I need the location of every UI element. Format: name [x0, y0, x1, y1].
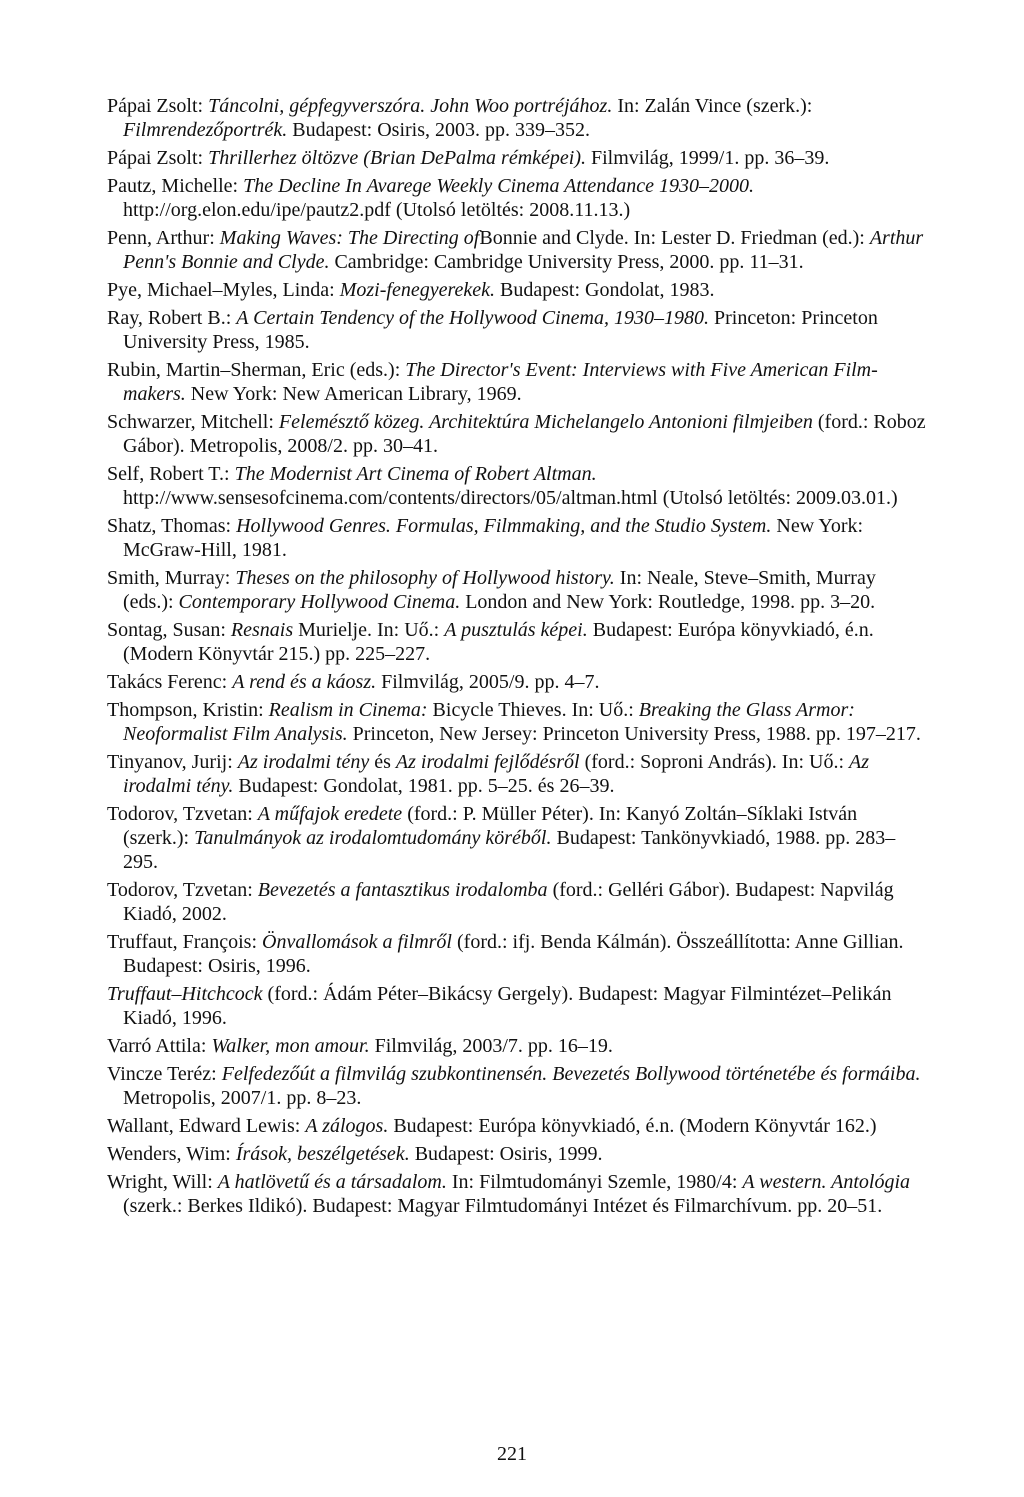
- entry-text: Ray, Robert B.:: [107, 307, 237, 329]
- entry-text: Smith, Murray:: [107, 567, 236, 589]
- entry-text: http://org.elon.edu/ipe/pautz2.pdf (Utolsó letöltés: 2008.11.13.): [123, 175, 760, 221]
- entry-text: In: Filmtudományi Szemle, 1980/4:: [446, 1171, 743, 1193]
- page-number: 221: [497, 1443, 527, 1465]
- entry-text: Budapest: Osiris, 1999.: [409, 1143, 603, 1165]
- entry-text: Budapest: Gondolat, 1983.: [495, 279, 715, 301]
- bibliography-entry: [107, 1170, 927, 1218]
- entry-text: Budapest: Osiris, 2003. pp. 339–352.: [287, 119, 591, 141]
- entry-text: Pye, Michael–Myles, Linda:: [107, 279, 340, 301]
- entry-title-italic: The Decline In Avarege Weekly Cinema Attendance 1930–2000.: [243, 175, 755, 197]
- entry-title-italic: Felfedezőút a filmvilág szubkontinensén. Bevezetés Bollywood történetébe és formáiba.: [221, 1063, 921, 1085]
- entry-text: Filmvilág, 2005/9. pp. 4–7.: [376, 671, 600, 693]
- entry-text: Shatz, Thomas:: [107, 515, 237, 537]
- entry-text: Filmvilág, 2003/7. pp. 16–19.: [369, 1035, 613, 1057]
- entry-text: Takács Ferenc:: [107, 671, 233, 693]
- entry-title-italic: Arthur Penn's Bonnie and Clyde.: [123, 227, 929, 273]
- entry-text: Todorov, Tzvetan:: [107, 803, 258, 825]
- entry-text: Rubin, Martin–Sherman, Eric (eds.):: [107, 359, 406, 381]
- bibliography-entry: [107, 750, 927, 798]
- bibliography-entry: [107, 226, 927, 274]
- entry-title-italic: Contemporary Hollywood Cinema.: [178, 591, 461, 613]
- entry-title-italic: A zálogos.: [305, 1115, 389, 1137]
- entry-text: (ford.: ifj. Benda Kálmán). Összeállította: Anne Gillian. Budapest: Osiris, 1996.: [123, 931, 909, 977]
- entry-text: Pautz, Michelle:: [107, 175, 244, 197]
- entry-title-italic: Táncolni, gépfegyverszóra. John Woo portréjához.: [208, 95, 613, 117]
- bibliography-entry: [107, 306, 927, 354]
- bibliography-entry: [107, 146, 927, 170]
- entry-text: (szerk.: Berkes Ildikó). Budapest: Magyar Filmtudományi Intézet és Filmarchívum. pp. 20–51.: [123, 1171, 916, 1217]
- bibliography-entry: [107, 94, 927, 142]
- entry-text: Wenders, Wim:: [107, 1143, 236, 1165]
- entry-title-italic: A pusztulás képei.: [444, 619, 588, 641]
- entry-text: Princeton: Princeton University Press, 1985.: [123, 307, 883, 353]
- bibliography-entry: [107, 462, 927, 510]
- bibliography-entry: [107, 410, 931, 458]
- entry-text: Wallant, Edward Lewis:: [107, 1115, 306, 1137]
- entry-text: New York: New American Library, 1969.: [185, 383, 522, 405]
- bibliography-entry: [107, 514, 927, 562]
- entry-text: Thompson, Kristin:: [107, 699, 269, 721]
- entry-text: Budapest: Tankönyvkiadó, 1988. pp. 283–295.: [123, 827, 896, 873]
- bibliography-entry: [107, 618, 927, 666]
- bibliography-entry: [107, 358, 927, 406]
- bibliography-entry: [107, 174, 927, 222]
- entry-title-italic: Bevezetés a fantasztikus irodalomba: [257, 879, 548, 901]
- entry-title-italic: Realism in Cinema:: [268, 699, 428, 721]
- bibliography-entry: [107, 1034, 927, 1058]
- entry-text: Vincze Teréz:: [107, 1063, 222, 1085]
- bibliography-entry: [107, 1142, 927, 1166]
- entry-text: In: Neale, Steve–Smith, Murray (eds.):: [123, 567, 881, 613]
- entry-title-italic: The Director's Event: Interviews with Five American Film-makers.: [123, 359, 878, 405]
- bibliography-entry: [107, 878, 927, 926]
- entry-title-italic: A Certain Tendency of the Hollywood Cinema, 1930–1980.: [236, 307, 709, 329]
- entry-text: In: Zalán Vince (szerk.):: [612, 95, 818, 117]
- entry-title-italic: Hollywood Genres. Formulas, Filmmaking, and the Studio System.: [236, 515, 772, 537]
- entry-title-italic: Theses on the philosophy of Hollywood history.: [235, 567, 615, 589]
- entry-text: Tinyanov, Jurij:: [107, 751, 238, 773]
- entry-text: (ford.: Ádám Péter–Bikácsy Gergely). Budapest: Magyar Filmintézet–Pelikán Kiadó, 1996.: [123, 983, 897, 1029]
- bibliography-entry: [107, 1114, 927, 1138]
- bibliography-entry: [107, 278, 927, 302]
- entry-text: Wright, Will:: [107, 1171, 218, 1193]
- entry-text: Varró Attila:: [107, 1035, 212, 1057]
- entry-text: Budapest: Európa könyvkiadó, é.n. (Modern Könyvtár 215.) pp. 225–227.: [123, 619, 879, 665]
- entry-text: London and New York: Routledge, 1998. pp. 3–20.: [460, 591, 876, 613]
- entry-title-italic: Tanulmányok az irodalomtudomány köréből.: [194, 827, 552, 849]
- entry-title-italic: Az irodalmi fejlődésről: [395, 751, 580, 773]
- entry-title-italic: Az irodalmi tény.: [123, 751, 875, 797]
- bibliography-entry: [107, 930, 927, 978]
- entry-text: Metropolis, 2007/1. pp. 8–23.: [123, 1063, 926, 1109]
- entry-text: (ford.: Gelléri Gábor). Budapest: Napvilág Kiadó, 2002.: [123, 879, 899, 925]
- entry-text: Bonnie and Clyde. In: Lester D. Friedman (ed.):: [479, 227, 870, 249]
- entry-text: Todorov, Tzvetan:: [107, 879, 258, 901]
- entry-text: Princeton, New Jersey: Princeton University Press, 1988. pp. 197–217.: [347, 723, 921, 745]
- entry-title-italic: Truffaut–Hitchcock: [107, 983, 263, 1005]
- entry-title-italic: Az irodalmi tény: [237, 751, 370, 773]
- entry-title-italic: The Modernist Art Cinema of Robert Altman.: [234, 463, 597, 485]
- entry-text: (ford.: Roboz Gábor). Metropolis, 2008/2. pp. 30–41.: [123, 411, 931, 457]
- entry-text: Cambridge: Cambridge University Press, 2000. pp. 11–31.: [329, 251, 804, 273]
- entry-text: Pápai Zsolt:: [107, 95, 209, 117]
- entry-title-italic: Írások, beszélgetések.: [235, 1143, 410, 1165]
- entry-text: New York: McGraw-Hill, 1981.: [123, 515, 869, 561]
- entry-text: Self, Robert T.:: [107, 463, 235, 485]
- entry-title-italic: Filmrendezőportrék.: [123, 119, 288, 141]
- entry-title-italic: A rend és a káosz.: [232, 671, 377, 693]
- entry-text: Budapest: Gondolat, 1981. pp. 5–25. és 26–39.: [233, 775, 615, 797]
- entry-text: Filmvilág, 1999/1. pp. 36–39.: [586, 147, 830, 169]
- entry-text: és: [369, 751, 396, 773]
- entry-title-italic: Önvallomások a filmről: [262, 931, 452, 953]
- entry-title-italic: Thrillerhez öltözve (Brian DePalma rémképei).: [208, 147, 586, 169]
- entry-text: Budapest: Európa könyvkiadó, é.n. (Modern Könyvtár 162.): [388, 1115, 877, 1137]
- entry-text: http://www.sensesofcinema.com/contents/directors/05/altman.html (Utolsó letöltés: 2009.03.01.): [123, 463, 898, 509]
- entry-text: (ford.: P. Müller Péter). In: Kanyó Zoltán–Síklaki István (szerk.):: [123, 803, 863, 849]
- bibliography-entry: [107, 698, 927, 746]
- entry-title-italic: Mozi-fenegyerekek.: [339, 279, 496, 301]
- entry-title-italic: Resnais: [230, 619, 294, 641]
- bibliography-entry: [107, 982, 927, 1030]
- bibliography-entry: [107, 1062, 927, 1110]
- entry-title-italic: Making Waves: The Directing of: [219, 227, 480, 249]
- bibliography-entry: [107, 566, 927, 614]
- entry-text: (ford.: Soproni András). In: Uő.:: [579, 751, 850, 773]
- entry-title-italic: Breaking the Glass Armor: Neoformalist Film Analysis.: [123, 699, 860, 745]
- entry-text: Pápai Zsolt:: [107, 147, 209, 169]
- entry-title-italic: A hatlövetű és a társadalom.: [217, 1171, 447, 1193]
- entry-text: Bicycle Thieves. In: Uő.:: [427, 699, 639, 721]
- entry-title-italic: Walker, mon amour.: [211, 1035, 370, 1057]
- bibliography-entry: [107, 670, 927, 694]
- entry-title-italic: A műfajok eredete: [257, 803, 403, 825]
- entry-text: Murielje. In: Uő.:: [293, 619, 445, 641]
- entry-text: Sontag, Susan:: [107, 619, 231, 641]
- entry-text: Truffaut, François:: [107, 931, 262, 953]
- entry-text: Schwarzer, Mitchell:: [107, 411, 279, 433]
- bibliography-entry: [107, 802, 927, 874]
- entry-text: Penn, Arthur:: [107, 227, 220, 249]
- bibliography-list: [107, 94, 931, 1222]
- entry-title-italic: A western. Antológia: [742, 1171, 911, 1193]
- entry-title-italic: Felemésztő közeg. Architektúra Michelangelo Antonioni filmjeiben: [278, 411, 813, 433]
